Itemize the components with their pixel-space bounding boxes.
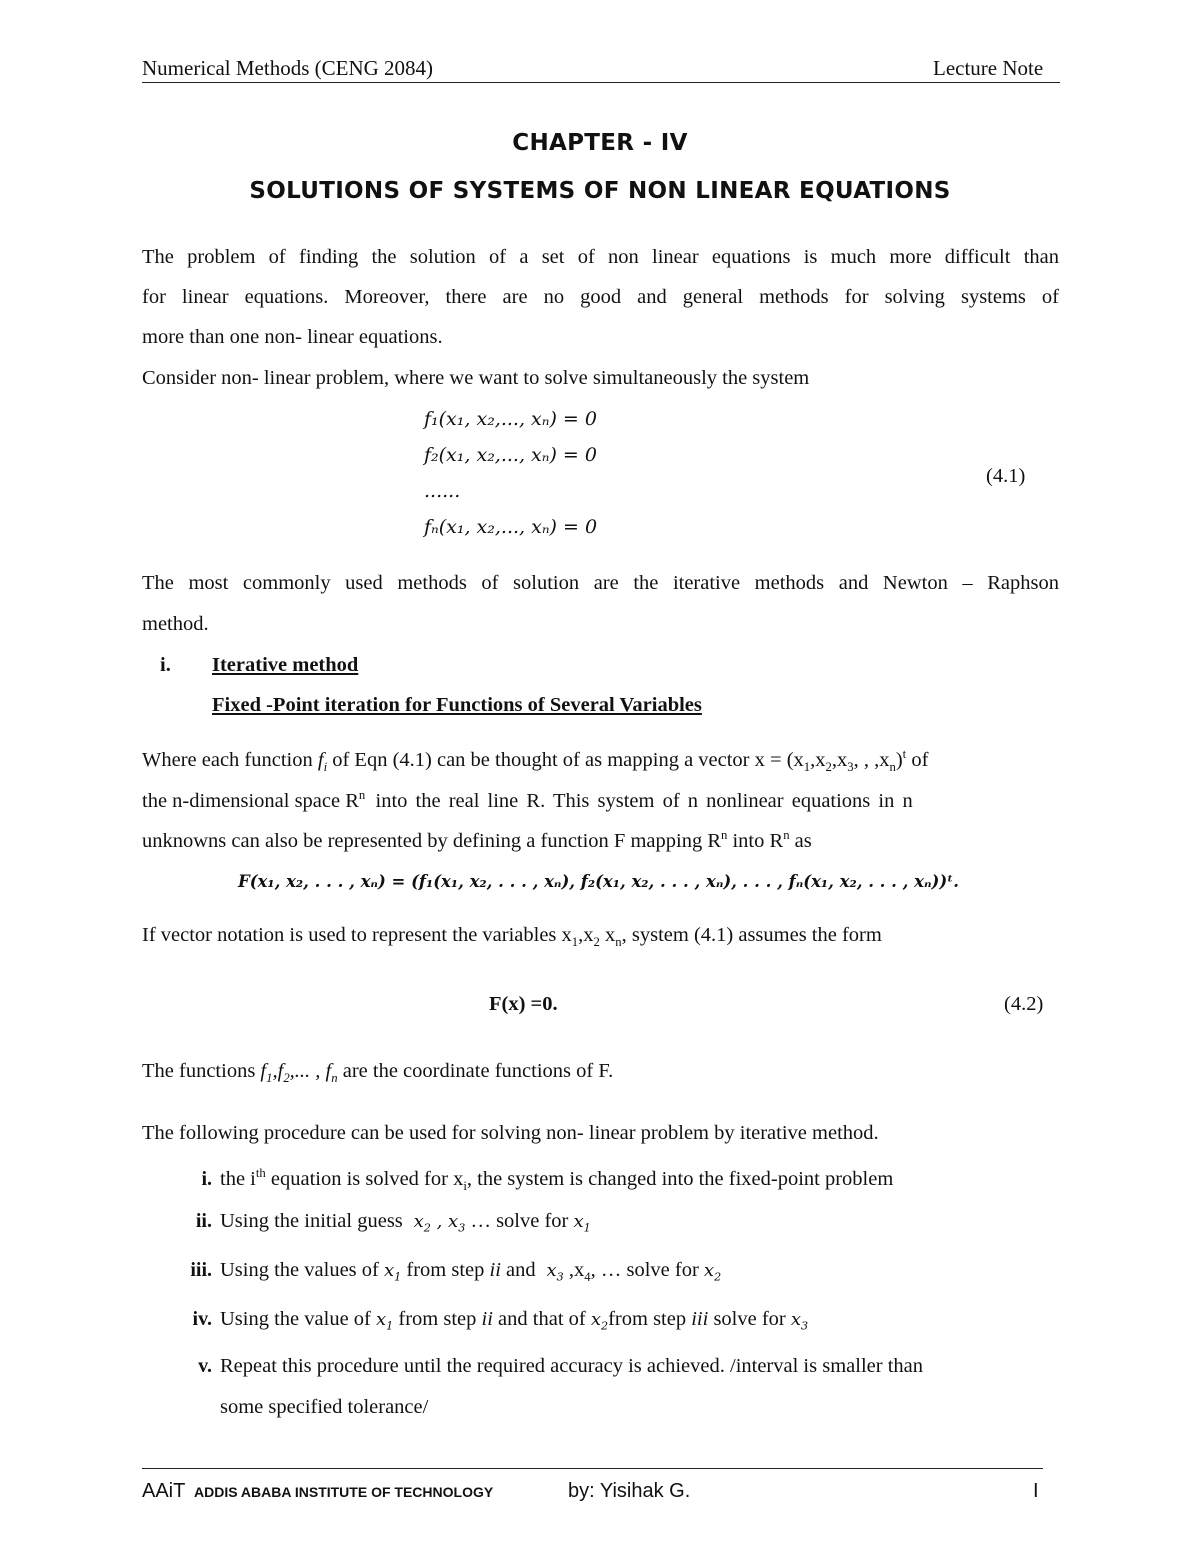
intro-line-3: more than one non- linear equations. (142, 326, 443, 348)
mapping-line-2: the n-dimensional space $R^n$ into the real line R. This system of n nonlinear equations in n (142, 788, 913, 812)
step-4-and: and that of (498, 1308, 586, 1330)
step-3-text: Using the values of (220, 1259, 379, 1281)
mapping-line-3-a: unknowns can also be represented by defining a function F mapping R (142, 830, 721, 852)
step-1-rest: equation is solved for x (270, 1168, 464, 1190)
system-eq-1: f₁(x₁, x₂,..., xₙ) = 0 (424, 408, 597, 430)
mapping-line-1: Where each function $f_i$ of Eqn (4.1) can be thought of as mapping a vector $x = (x_1,x_2,x_3$, , $,x_n)^t$ of (142, 747, 929, 775)
mapping-line-3-c: as (794, 830, 812, 852)
step-1-end: , the system is changed into the fixed-point problem (466, 1168, 894, 1190)
system-eq-2: f₂(x₁, x₂,..., xₙ) = 0 (424, 444, 597, 466)
vector-equation: F(x) =0. (489, 993, 558, 1015)
step-3: Using the values of $x_1$ from step ii and $x_3$ $,x_4$, … solve for $x_2$ (220, 1259, 722, 1285)
coordinate-functions: $f_1,f_2$,... , $f_n$ (260, 1060, 338, 1086)
footer-rule (142, 1468, 1043, 1469)
methods-line-2: method. (142, 613, 209, 635)
mapping-line-3-b: into R (732, 830, 784, 852)
coordinate-a: The functions (142, 1060, 256, 1082)
methods-line-1: The most commonly used methods of solution are the iterative methods and Newton – Raphson (142, 572, 1059, 594)
step-marker-2: ii. (195, 1210, 212, 1232)
step-4: Using the value of $x_1$ from step ii and that of $x_2from$ step iii solve for $x_3$ (220, 1308, 809, 1333)
system-dots: ...... (424, 480, 461, 502)
step-marker-4: iv. (192, 1308, 212, 1330)
step-4-text: Using the value of (220, 1308, 371, 1330)
coordinate-line (142, 1060, 614, 1086)
section-title: Iterative method (212, 654, 359, 676)
footer-author: by: Yisihak G. (568, 1480, 691, 1502)
step-2: Using the initial guess $x_2$ , $x_3$ … solve for $x_1$ (220, 1210, 591, 1235)
step-marker-1: i. (201, 1168, 212, 1190)
mapping-line-2-a: the n-dimensional space R (142, 790, 359, 812)
section-marker: i. (160, 654, 171, 676)
intro-line-2: for linear equations. Moreover, there are no good and general methods for solving systems of (142, 286, 1059, 308)
mapping-line-2-b: into the real line R. This system of n nonlinear equations in n (375, 790, 913, 812)
function-f-definition: F(x₁, x₂, . . . , xₙ) = (f₁(x₁, x₂, . . . , xₙ), f₂(x₁, x₂, . . . , xₙ), . . . , fₙ(x₁, x₂, . . . , xₙ))ᵗ. (238, 872, 960, 891)
step-1-text: the i (220, 1168, 256, 1190)
section-subtitle: Fixed -Point iteration for Functions of Several Variables (212, 694, 702, 716)
footer-logo: AAiT (142, 1480, 186, 1502)
page-number: I (1033, 1480, 1039, 1502)
intro-line-4: Consider non- linear problem, where we want to solve simultaneously the system (142, 367, 810, 389)
step-5: Repeat this procedure until the required accuracy is achieved. /interval is smaller than (220, 1355, 923, 1377)
chapter-number: CHAPTER - IV (512, 130, 688, 156)
intro-line-1: The problem of finding the solution of a set of non linear equations is much more difficult than (142, 246, 1059, 268)
vector-form-line: If vector notation is used to represent the variables $x_1,x_2$ $x_n$, system (4.1) assumes the form (142, 924, 882, 950)
step-4-rest: from step (608, 1308, 687, 1330)
mapping-line-1-a: Where each function (142, 749, 313, 771)
coordinate-b: are the coordinate functions of F. (342, 1060, 614, 1082)
step-marker-5: v. (198, 1355, 212, 1377)
step-2-text: Using the initial guess (220, 1210, 403, 1232)
mapping-line-3: unknowns can also be represented by defining a function F mapping $R^n$ into $R^n$ as (142, 828, 812, 852)
equation-number-4-2: (4.2) (1004, 993, 1044, 1015)
step-4-end: solve for (713, 1308, 786, 1330)
step-1: the $i^{th}$ equation is solved for $x_i$, the system is changed into the fixed-point problem (220, 1166, 894, 1194)
procedure-intro: The following procedure can be used for solving non- linear problem by iterative method. (142, 1122, 879, 1144)
vector-form-b: system (4.1) assumes the form (631, 924, 882, 946)
header-doc-type: Lecture Note (933, 56, 1044, 80)
step-2-rest: solve for (496, 1210, 569, 1232)
vector-form-a: If vector notation is used to represent the variables x (142, 924, 572, 946)
step-4-mid: from step (398, 1308, 477, 1330)
mapping-line-1-b: of Eqn (4.1) can be thought of as mapping a vector x = (x (332, 749, 804, 771)
function-fi: $f_i$ (317, 749, 328, 775)
header-rule (142, 82, 1060, 83)
step-marker-3: iii. (190, 1259, 212, 1281)
chapter-title: SOLUTIONS OF SYSTEMS OF NON LINEAR EQUATIONS (249, 178, 951, 204)
step-3-mid: from step (406, 1259, 485, 1281)
equation-number-4-1: (4.1) (986, 465, 1026, 487)
header-course: Numerical Methods (CENG 2084) (142, 56, 434, 80)
footer-institute: ADDIS ABABA INSTITUTE OF TECHNOLOGY (194, 1484, 494, 1500)
system-eq-n: fₙ(x₁, x₂,..., xₙ) = 0 (424, 516, 598, 538)
step-3-rest: solve for (626, 1259, 699, 1281)
mapping-line-1-c: of (911, 749, 929, 771)
step-3-and: and (506, 1259, 536, 1281)
step-5-continued: some specified tolerance/ (220, 1396, 429, 1418)
